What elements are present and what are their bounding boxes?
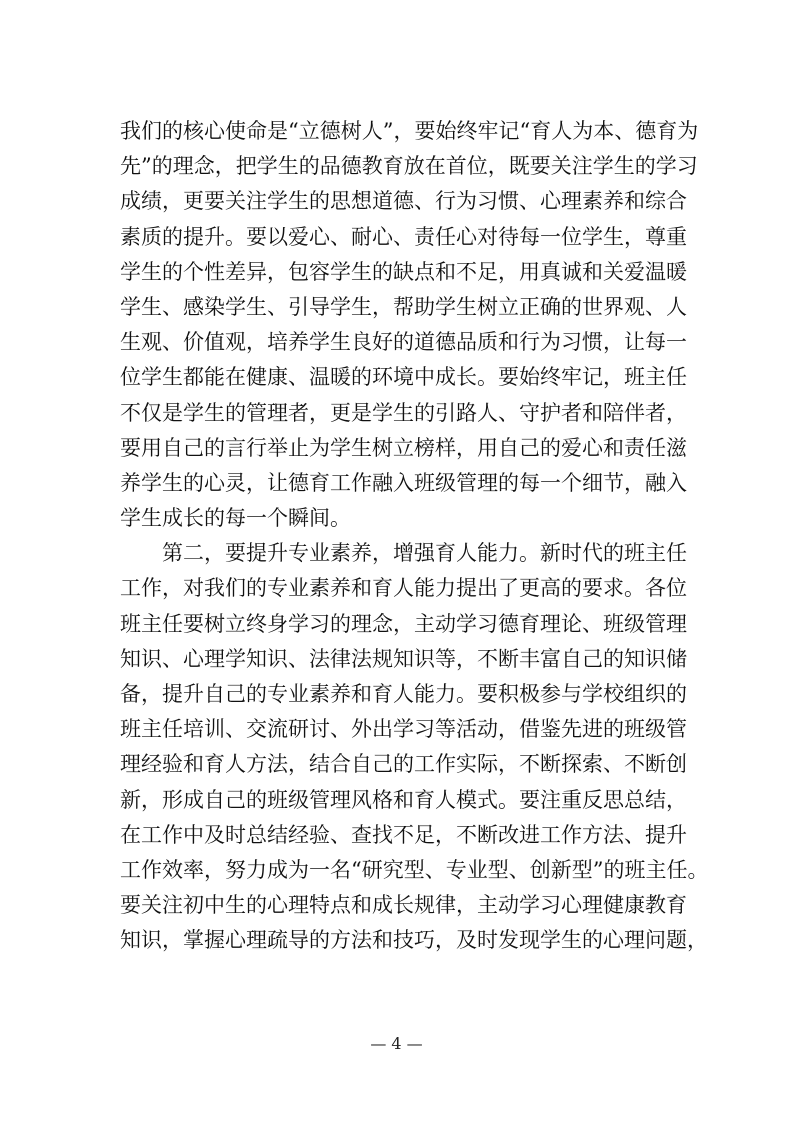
text-line: 理经验和育人方法，结合自己的工作实际，不断探索、不断创 [120, 752, 687, 777]
body-text [120, 114, 709, 959]
text-line: 班主任要树立终身学习的理念，主动学习德育理论、班级管理 [120, 611, 687, 636]
text-line: 学生、感染学生、引导学生，帮助学生树立正确的世界观、人 [120, 294, 687, 319]
text-line: 成绩，更要关注学生的思想道德、行为习惯、心理素养和综合 [120, 189, 687, 214]
text-line: 班主任培训、交流研讨、外出学习等活动，借鉴先进的班级管 [120, 717, 687, 742]
text-line: 学生成长的每一个瞬间。 [120, 506, 351, 531]
text-line: 在工作中及时总结经验、查找不足，不断改进工作方法、提升 [120, 822, 687, 847]
text-line: 不仅是学生的管理者，更是学生的引路人、守护者和陪伴者， [120, 400, 687, 425]
text-line: 先”的理念，把学生的品德教育放在首位，既要关注学生的学习 [120, 154, 698, 179]
text-line: 第二，要提升专业素养，增强育人能力。新时代的班主任 [120, 541, 687, 566]
text-line: 养学生的心灵，让德育工作融入班级管理的每一个细节，融入 [120, 470, 687, 495]
text-line: 位学生都能在健康、温暖的环境中成长。要始终牢记，班主任 [120, 365, 687, 390]
text-line: 工作，对我们的专业素养和育人能力提出了更高的要求。各位 [120, 576, 687, 601]
text-line: 新，形成自己的班级管理风格和育人模式。要注重反思总结， [120, 787, 687, 812]
text-line: 生观、价值观，培养学生良好的道德品质和行为习惯，让每一 [120, 330, 687, 355]
text-line: 素质的提升。要以爱心、耐心、责任心对待每一位学生，尊重 [120, 224, 687, 249]
text-line: 工作效率，努力成为一名“研究型、专业型、创新型”的班主任。 [120, 857, 709, 882]
text-line: 备，提升自己的专业素养和育人能力。要积极参与学校组织的 [120, 682, 687, 706]
page-number: — 4 — [370, 1034, 423, 1053]
text-line: 知识，掌握心理疏导的方法和技巧，及时发现学生的心理问题， [120, 928, 708, 953]
text-line: 要关注初中生的心理特点和成长规律，主动学习心理健康教育 [120, 893, 687, 918]
text-line: 知识、心理学知识、法律法规知识等，不断丰富自己的知识储 [120, 646, 687, 671]
text-line: 我们的核心使命是“立德树人”，要始终牢记“育人为本、德育为 [120, 119, 699, 143]
text-line: 要用自己的言行举止为学生树立榜样，用自己的爱心和责任滋 [120, 435, 687, 460]
text-line: 学生的个性差异，包容学生的缺点和不足，用真诚和关爱温暖 [120, 259, 687, 284]
